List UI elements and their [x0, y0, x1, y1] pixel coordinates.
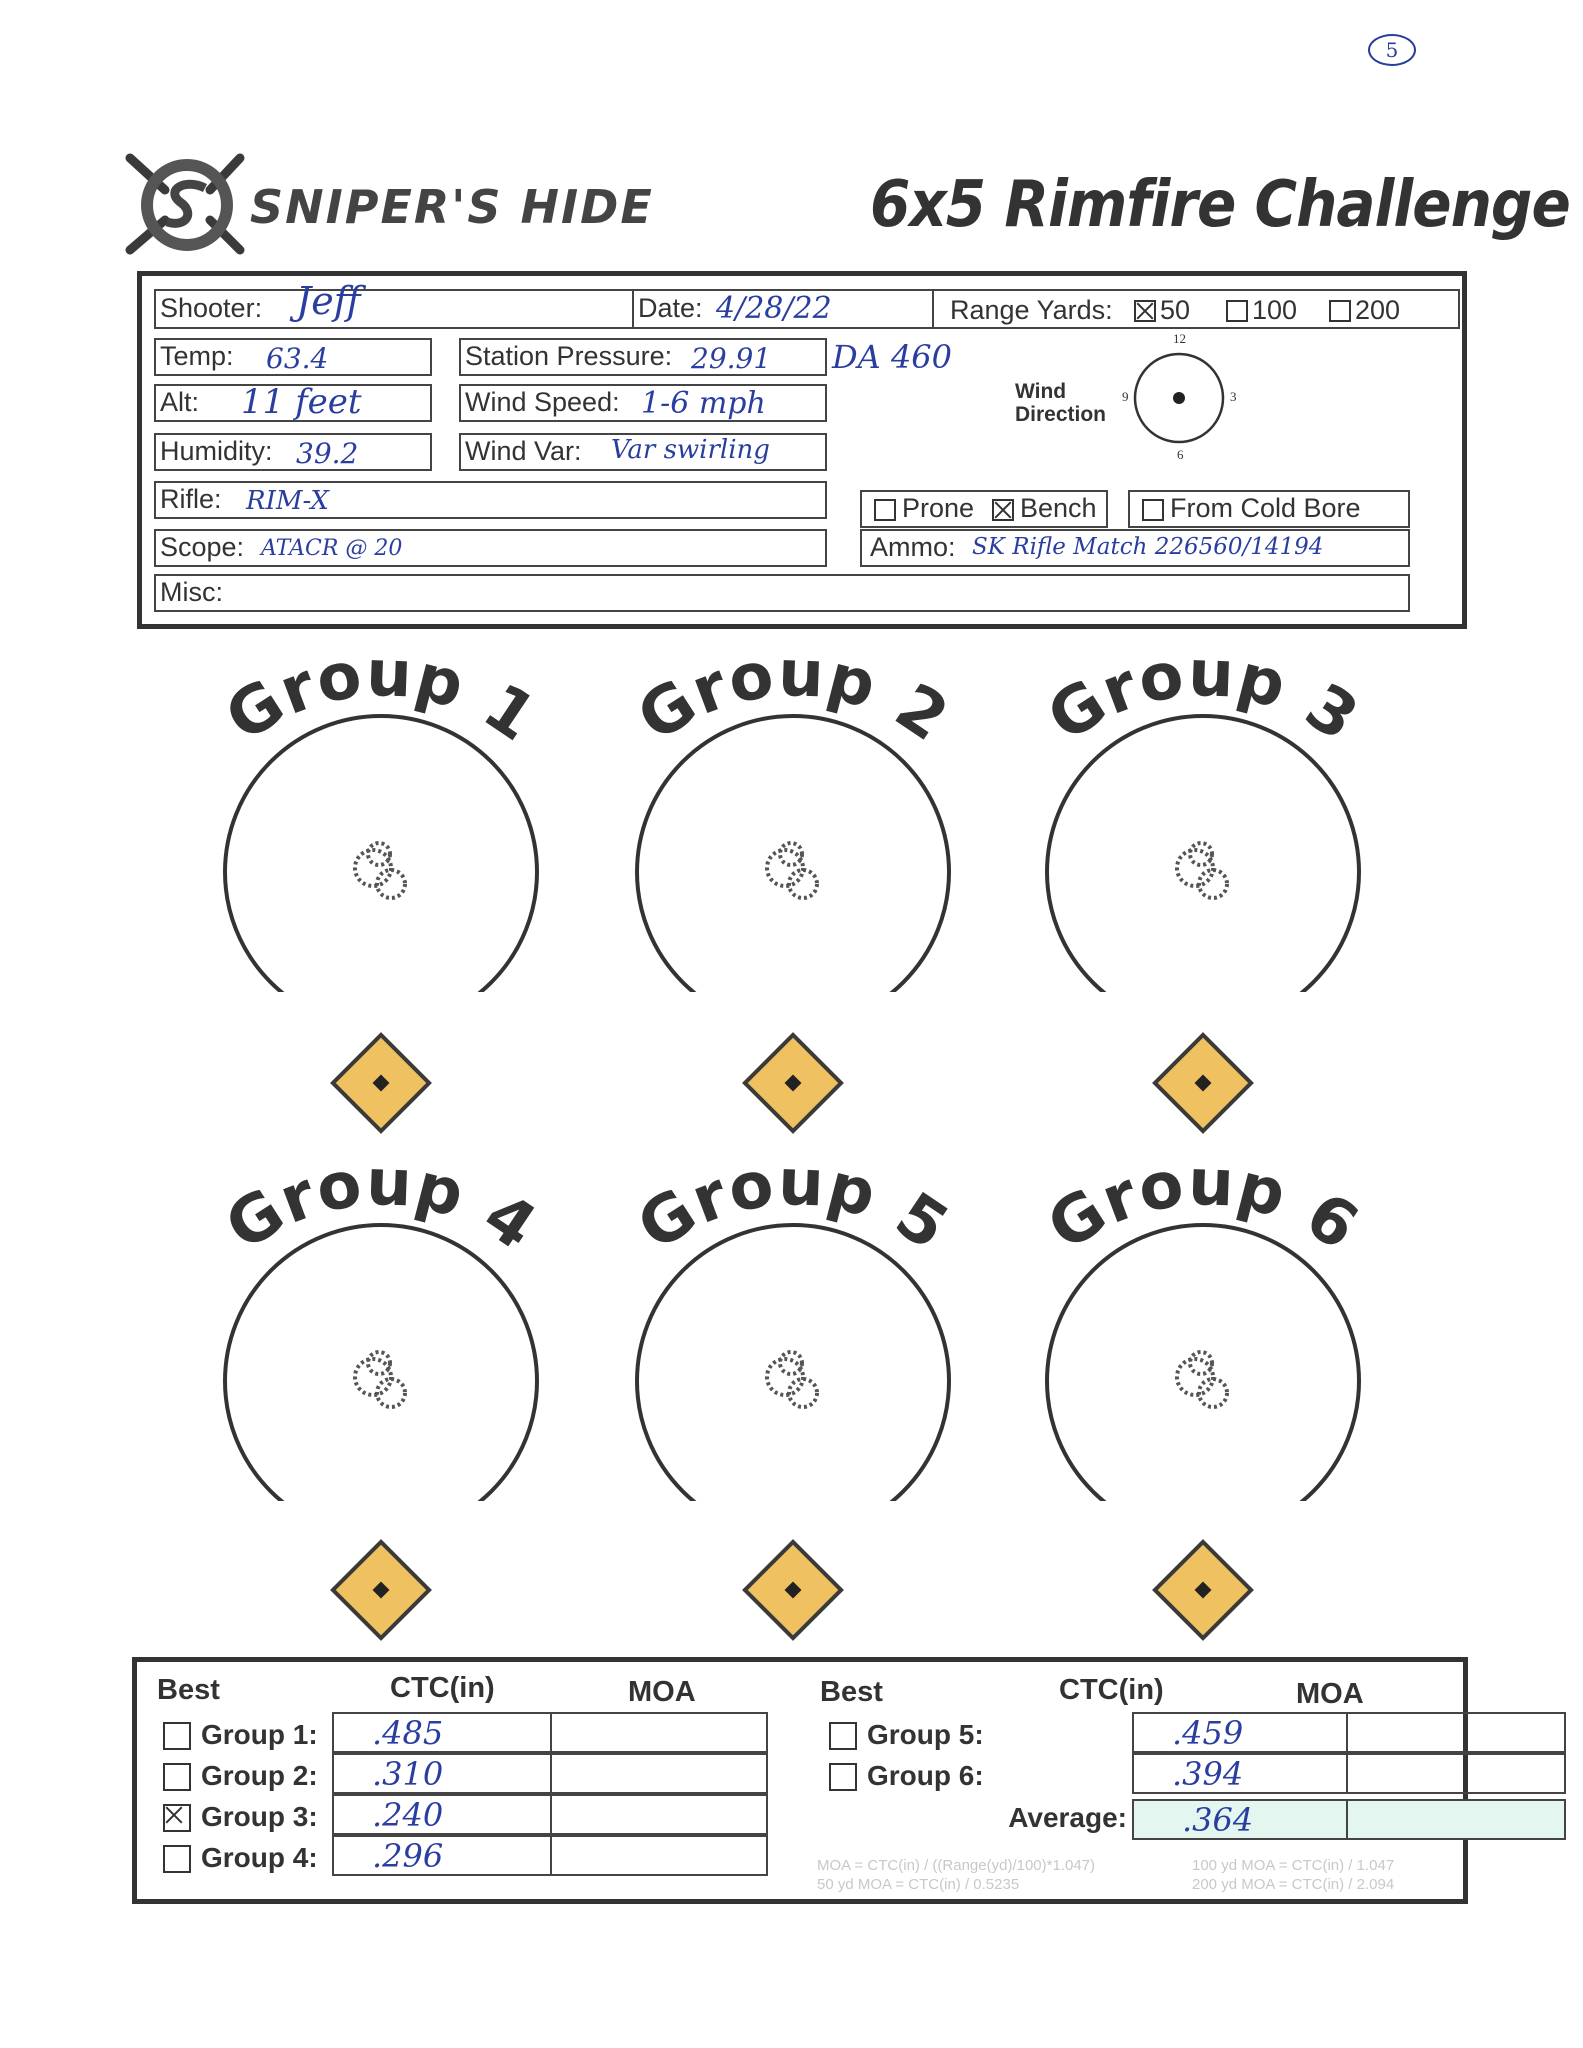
prone-checkbox[interactable]: [874, 499, 896, 521]
group-5-target: [583, 1081, 1003, 1501]
shooter-field[interactable]: [154, 279, 634, 329]
station-pressure-value: 29.91: [691, 342, 772, 375]
wind-var-field[interactable]: [459, 433, 827, 471]
scope-value: ATACR @ 20: [261, 536, 403, 561]
bench-checkbox[interactable]: [992, 499, 1014, 521]
ctc-header-right: CTC(in): [1059, 1674, 1164, 1706]
left-group-label-2: Group 2:: [201, 1760, 318, 1791]
density-altitude-note: DA 460: [832, 338, 953, 376]
group-3-title: Group 3: [1035, 636, 1372, 757]
prone-label: Prone: [902, 493, 975, 523]
left-best-checkbox-3[interactable]: [163, 1804, 191, 1832]
ctc-value: .459: [1172, 1714, 1244, 1752]
group-6-circle: [1047, 1225, 1359, 1501]
left-moa-cell-3[interactable]: [550, 1794, 768, 1835]
right-moa-cell-1[interactable]: [1346, 1712, 1566, 1753]
shooter-label: Shooter:: [160, 293, 263, 323]
average-ctc-value: .364: [1182, 1801, 1254, 1839]
group-2-title: Group 2: [625, 636, 962, 757]
moa-formula-line1: MOA = CTC(in) / ((Range(yd)/100)*1.047): [817, 1857, 1096, 1874]
group-6-target: [993, 1081, 1413, 1501]
aim-point-dot: [1195, 1582, 1212, 1599]
alt-field[interactable]: [154, 384, 432, 422]
average-ctc-cell[interactable]: [1132, 1799, 1348, 1840]
clock-3: 3: [1230, 389, 1237, 404]
rifle-field[interactable]: [154, 481, 827, 519]
brand-name: SNIPER'S HIDE: [250, 180, 654, 234]
group-4-title: Group 4: [213, 1145, 550, 1266]
aim-point-dot: [373, 1582, 390, 1599]
cold-bore-checkbox[interactable]: [1142, 499, 1164, 521]
station-pressure-field[interactable]: [459, 338, 827, 376]
best-header-left: Best: [157, 1674, 220, 1706]
scope-label: Scope:: [160, 532, 245, 562]
right-ctc-cell-1[interactable]: [1132, 1712, 1348, 1753]
bench-label: Bench: [1020, 493, 1097, 523]
group-4-circle: [225, 1225, 537, 1501]
alt-label: Alt:: [160, 387, 200, 417]
date-field[interactable]: [632, 289, 934, 329]
humidity-label: Humidity:: [160, 436, 273, 466]
group-6-title: Group 6: [1035, 1145, 1372, 1266]
wind-direction-label-line1: Wind: [1015, 380, 1067, 403]
misc-label: Misc:: [160, 577, 223, 607]
range-yards-field: [932, 289, 1460, 329]
right-group-label-1: Group 5:: [867, 1719, 984, 1750]
right-ctc-cell-2[interactable]: [1132, 1753, 1348, 1794]
right-best-checkbox-1[interactable]: [829, 1722, 857, 1750]
moa-formula-line2: 50 yd MOA = CTC(in) / 0.5235: [817, 1876, 1020, 1893]
left-moa-cell-1[interactable]: [550, 1712, 768, 1753]
left-ctc-cell-1[interactable]: [332, 1712, 552, 1753]
group-1-title: Group 1: [213, 636, 550, 757]
group-4-target: [171, 1081, 591, 1501]
right-moa-cell-2[interactable]: [1346, 1753, 1566, 1794]
rifle-label: Rifle:: [160, 484, 222, 514]
moa-formula-right: [1192, 1856, 1394, 1894]
wind-speed-label: Wind Speed:: [465, 387, 620, 417]
group-4-aim-point-icon: [330, 1539, 432, 1641]
ctc-value: .240: [372, 1796, 444, 1834]
group-1-target: [171, 572, 591, 992]
average-moa-cell[interactable]: [1346, 1799, 1566, 1840]
group-5-title: Group 5: [625, 1145, 962, 1266]
group-2-circle: [637, 716, 949, 992]
cold-bore-field: [1128, 490, 1410, 528]
moa-header-right: MOA: [1296, 1678, 1364, 1710]
temp-label: Temp:: [160, 341, 234, 371]
moa-formula-left: [817, 1856, 1095, 1894]
left-moa-cell-2[interactable]: [550, 1753, 768, 1794]
ammo-field[interactable]: [860, 529, 1410, 567]
alt-value: 11 feet: [241, 382, 362, 422]
range-200-label: 200: [1355, 295, 1401, 325]
range-yards-label: Range Yards:: [950, 295, 1113, 325]
right-best-checkbox-2[interactable]: [829, 1763, 857, 1791]
aim-point-dot: [785, 1582, 802, 1599]
results-panel: [132, 1657, 1468, 1904]
left-best-checkbox-2[interactable]: [163, 1763, 191, 1791]
range-200-checkbox[interactable]: [1329, 300, 1351, 322]
ctc-value: .485: [372, 1714, 444, 1752]
shooter-value: Jeff: [296, 279, 361, 323]
group-5-aim-point-icon: [742, 1539, 844, 1641]
moa-formula-line3: 100 yd MOA = CTC(in) / 1.047: [1192, 1857, 1395, 1874]
ctc-value: .296: [372, 1837, 444, 1875]
position-field: [860, 490, 1108, 528]
scope-field[interactable]: [154, 529, 827, 567]
date-value: 4/28/22: [716, 291, 832, 326]
temp-value: 63.4: [266, 342, 329, 375]
average-label: Average:: [1008, 1802, 1127, 1833]
clock-12: 12: [1173, 331, 1186, 346]
rifle-value: RIM-X: [246, 486, 329, 516]
group-3-target: [993, 572, 1413, 992]
left-best-checkbox-1[interactable]: [163, 1722, 191, 1750]
clock-9: 9: [1122, 389, 1129, 404]
left-best-checkbox-4[interactable]: [163, 1845, 191, 1873]
group-3-circle: [1047, 716, 1359, 992]
ctc-value: .310: [372, 1755, 444, 1793]
range-50-label: 50: [1160, 295, 1191, 325]
clock-6: 6: [1177, 447, 1184, 462]
humidity-field[interactable]: [154, 433, 432, 471]
wind-speed-value: 1-6 mph: [641, 386, 766, 421]
right-group-label-2: Group 6:: [867, 1760, 984, 1791]
group-5-circle: [637, 1225, 949, 1501]
wind-speed-field[interactable]: [459, 384, 827, 422]
moa-formula-line4: 200 yd MOA = CTC(in) / 2.094: [1192, 1876, 1395, 1893]
cold-bore-label: From Cold Bore: [1170, 493, 1361, 523]
left-moa-cell-4[interactable]: [550, 1835, 768, 1876]
range-100-label: 100: [1252, 295, 1298, 325]
group-1-circle: [225, 716, 537, 992]
left-group-label-1: Group 1:: [201, 1719, 318, 1750]
left-group-label-3: Group 3:: [201, 1801, 318, 1832]
wind-var-value: Var swirling: [611, 435, 770, 465]
ctc-header-left: CTC(in): [390, 1672, 495, 1704]
group-6-aim-point-icon: [1152, 1539, 1254, 1641]
wind-direction-clock-icon[interactable]: [1127, 336, 1257, 461]
moa-header-left: MOA: [628, 1676, 696, 1708]
ctc-value: .394: [1172, 1755, 1244, 1793]
ammo-label: Ammo:: [870, 532, 956, 562]
ammo-value: SK Rifle Match 226560/14194: [972, 534, 1324, 560]
group-2-target: [583, 572, 1003, 992]
station-pressure-label: Station Pressure:: [465, 341, 673, 371]
wind-direction-label: [1015, 380, 1106, 426]
page-number-mark: 5: [1368, 34, 1416, 66]
left-ctc-cell-4[interactable]: [332, 1835, 552, 1876]
temp-field[interactable]: [154, 338, 432, 376]
range-50-checkbox[interactable]: [1134, 300, 1156, 322]
date-label: Date:: [638, 293, 703, 323]
range-100-checkbox[interactable]: [1226, 300, 1248, 322]
left-ctc-cell-3[interactable]: [332, 1794, 552, 1835]
best-header-right: Best: [820, 1676, 883, 1708]
wind-direction-label-line2: Direction: [1015, 403, 1107, 426]
wind-var-label: Wind Var:: [465, 436, 582, 466]
left-group-label-4: Group 4:: [201, 1842, 318, 1873]
humidity-value: 39.2: [296, 437, 359, 470]
page-title: 6x5 Rimfire Challenge: [870, 166, 1570, 242]
left-ctc-cell-2[interactable]: [332, 1753, 552, 1794]
